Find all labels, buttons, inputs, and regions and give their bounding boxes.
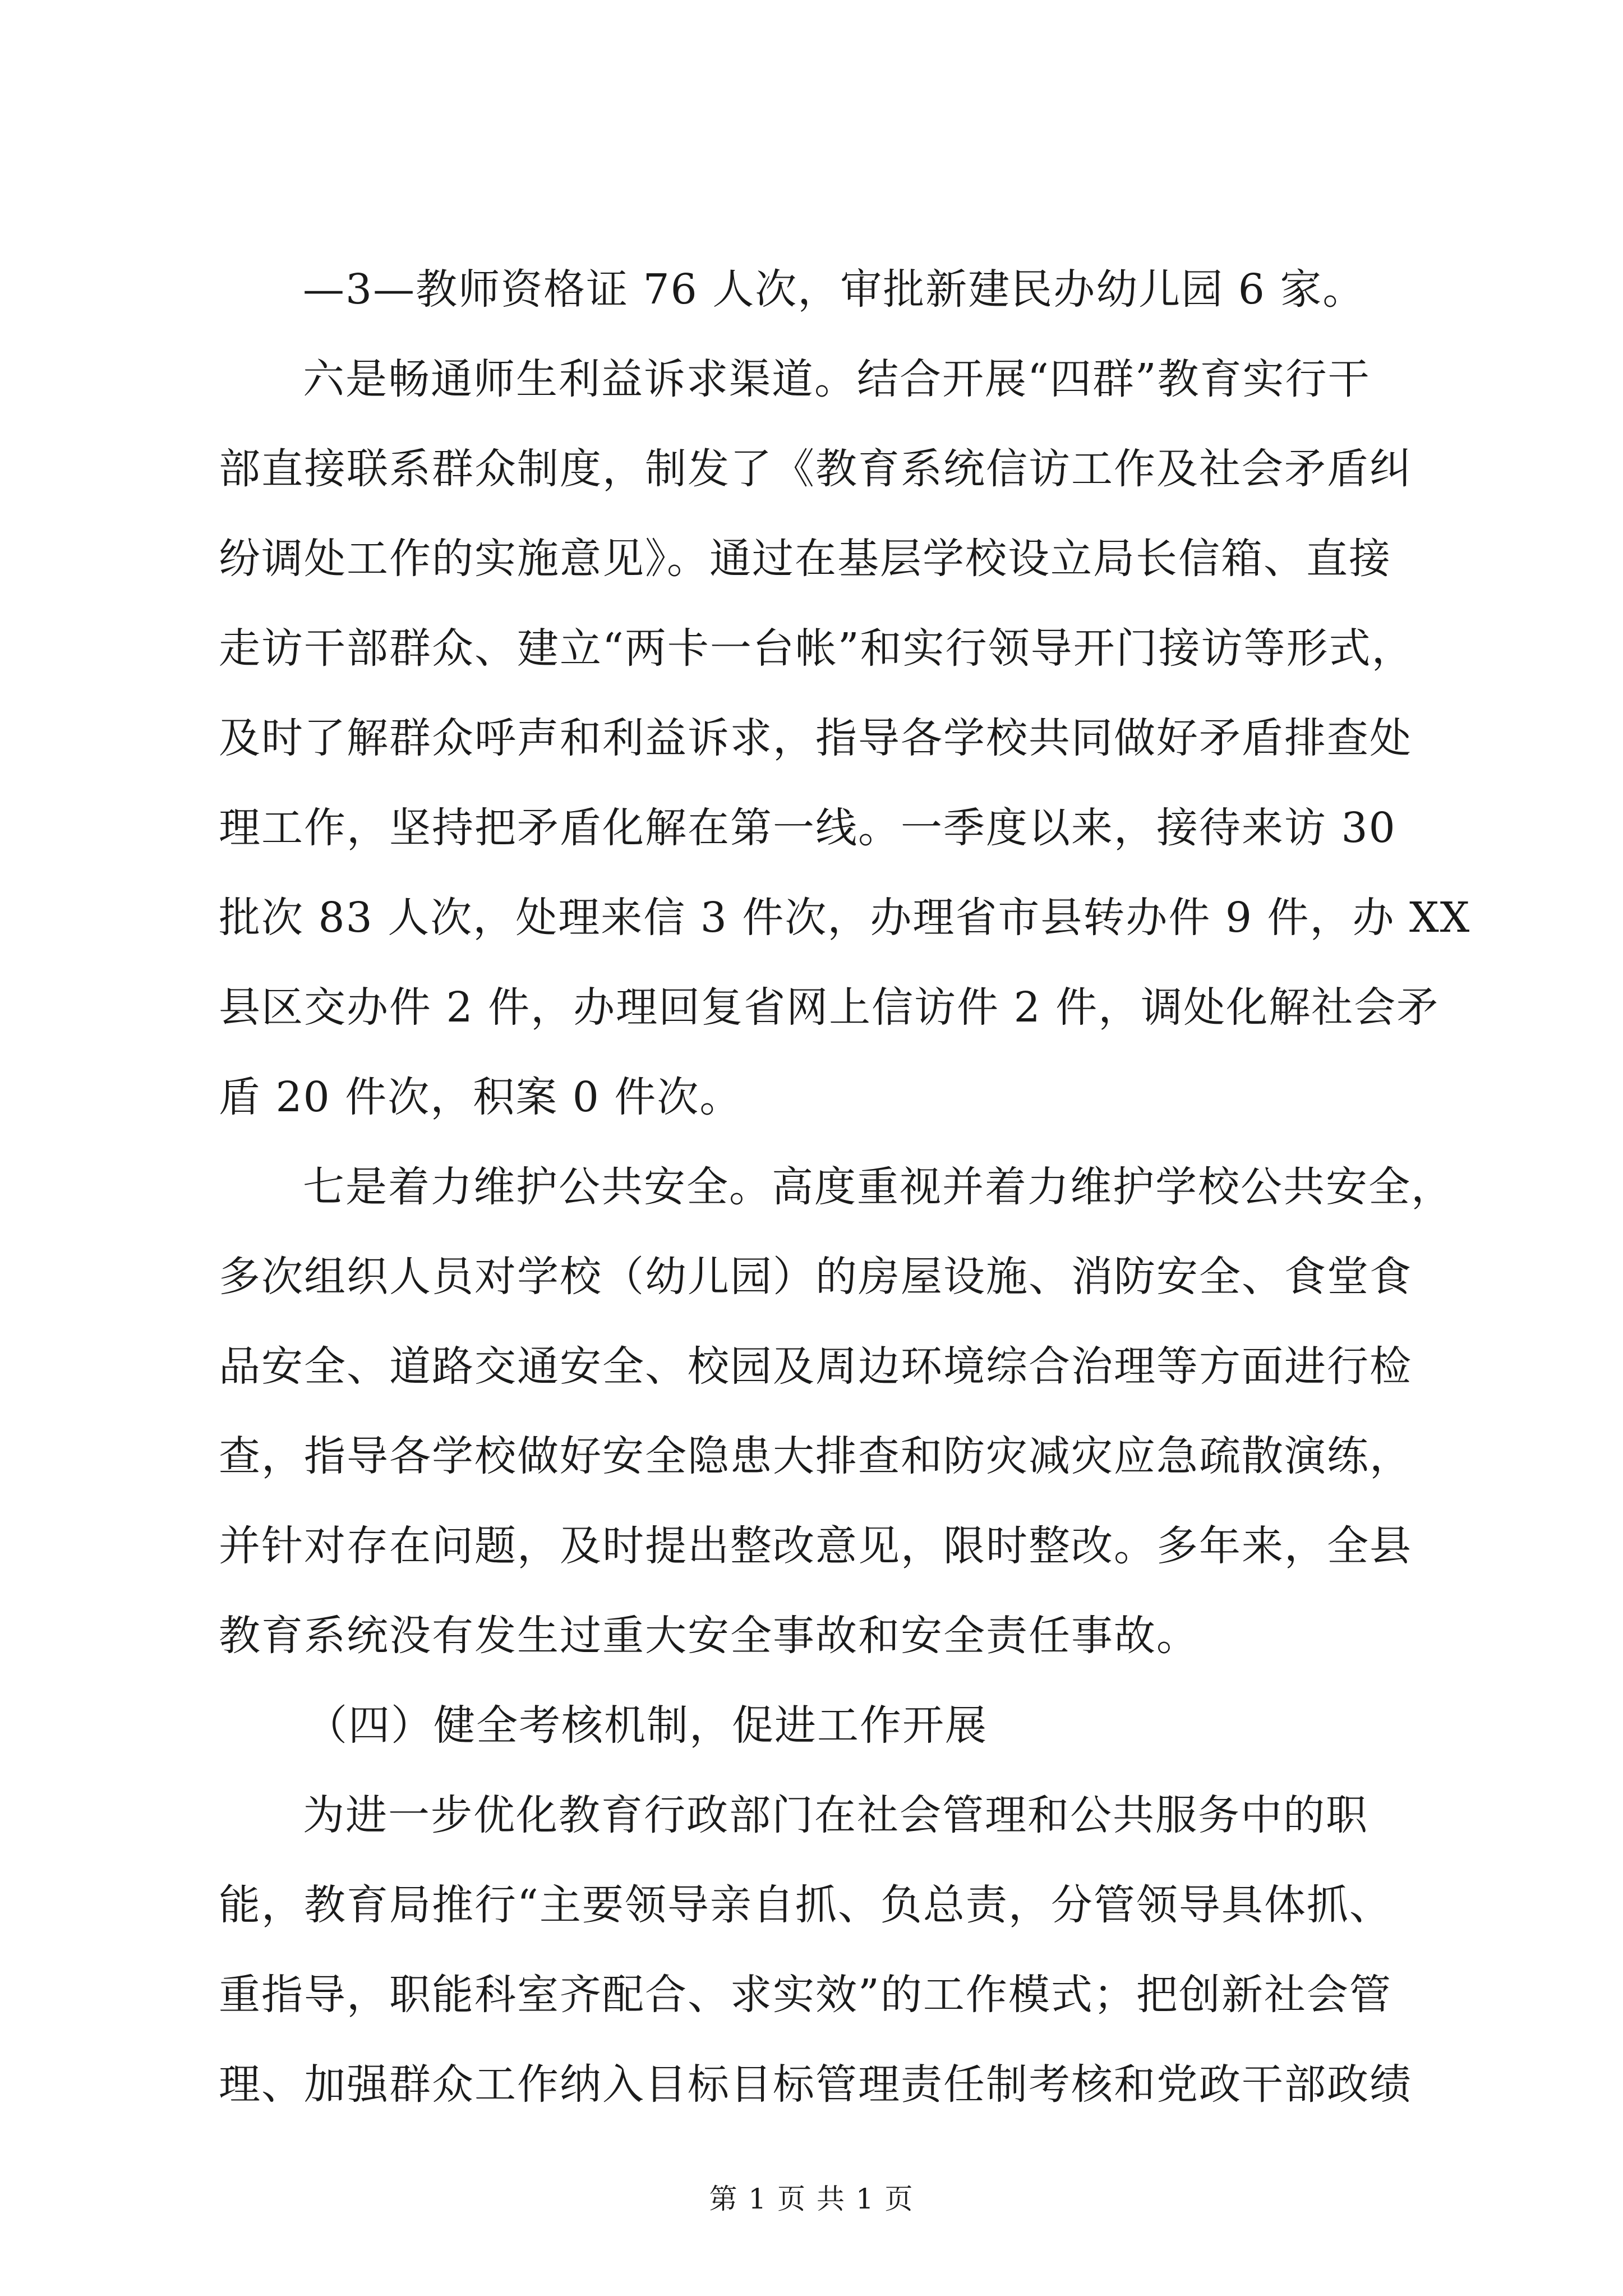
text-line-9: 县区交办件 2 件，办理回复省网上信访件 2 件，调处化解社会矛 [219, 983, 1440, 1032]
text-line-13: 品安全、道路交通安全、校园及周边环境综合治理等方面进行检 [219, 1342, 1412, 1391]
text-line-5: 走访干部群众、建立“两卡一台帐”和实行领导开门接访等形式， [219, 624, 1414, 673]
text-line-10: 盾 20 件次，积案 0 件次。 [219, 1073, 743, 1121]
text-line-18: 为进一步优化教育行政部门在社会管理和公共服务中的职 [303, 1791, 1368, 1839]
text-line-2: 六是畅通师生利益诉求渠道。结合开展“四群”教育实行干 [303, 355, 1371, 403]
text-line-4: 纷调处工作的实施意见》。通过在基层学校设立局长信箱、直接 [219, 535, 1391, 583]
text-line-16: 教育系统没有发生过重大安全事故和安全责任事故。 [219, 1612, 1199, 1660]
text-line-8: 批次 83 人次，处理来信 3 件次，办理省市县转办件 9 件，办 XX [219, 894, 1471, 942]
page-footer: 第 1 页 共 1 页 [709, 2183, 914, 2215]
text-line-1: —3—教师资格证 76 人次，审批新建民办幼儿园 6 家。 [303, 265, 1366, 314]
text-line-20: 重指导，职能科室齐配合、求实效”的工作模式；把创新社会管 [219, 1971, 1392, 2019]
text-line-12: 多次组织人员对学校（幼儿园）的房屋设施、消防安全、食堂食 [219, 1253, 1412, 1301]
section-heading: （四）健全考核机制，促进工作开展 [306, 1701, 988, 1750]
text-line-15: 并针对存在问题，及时提出整改意见，限时整改。多年来，全县 [219, 1522, 1412, 1570]
text-line-14: 查，指导各学校做好安全隐患大排查和防灾减灾应急疏散演练， [219, 1432, 1412, 1480]
text-line-3: 部直接联系群众制度，制发了《教育系统信访工作及社会矛盾纠 [219, 445, 1412, 493]
text-line-19: 能，教育局推行“主要领导亲自抓、负总责，分管领导具体抓、 [219, 1881, 1392, 1929]
text-line-11: 七是着力维护公共安全。高度重视并着力维护学校公共安全， [303, 1163, 1454, 1211]
text-line-7: 理工作，坚持把矛盾化解在第一线。一季度以来，接待来访 30 [219, 804, 1396, 852]
text-line-6: 及时了解群众呼声和利益诉求，指导各学校共同做好矛盾排查处 [219, 714, 1412, 762]
text-line-21: 理、加强群众工作纳入目标目标管理责任制考核和党政干部政绩 [219, 2060, 1412, 2109]
